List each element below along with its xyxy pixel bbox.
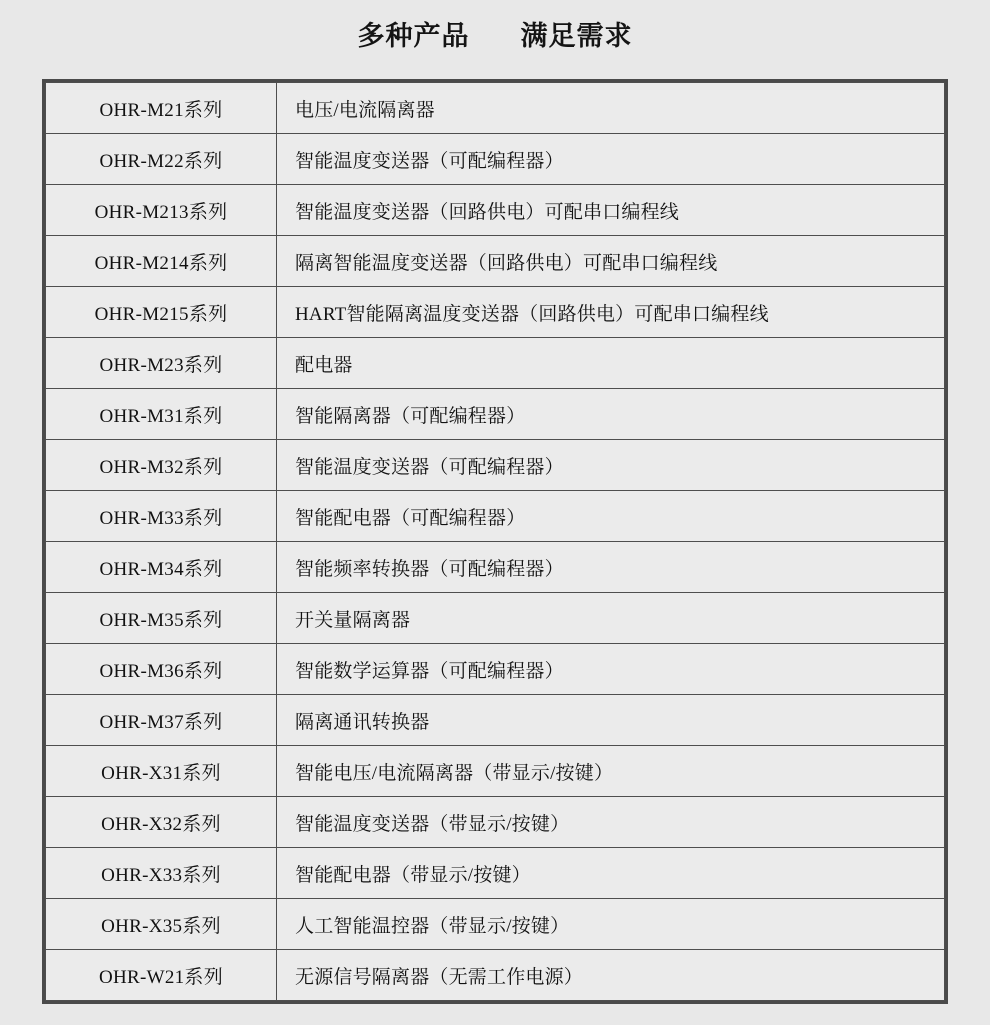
product-code-cell: OHR-X31系列 xyxy=(46,746,277,797)
product-description-cell: 智能频率转换器（可配编程器） xyxy=(277,542,945,593)
product-code-cell: OHR-M35系列 xyxy=(46,593,277,644)
table-row xyxy=(46,83,945,134)
table-row xyxy=(46,389,945,440)
product-table-container xyxy=(42,79,948,1004)
table-row xyxy=(46,746,945,797)
table-row xyxy=(46,899,945,950)
product-description-cell: 隔离智能温度变送器（回路供电）可配串口编程线 xyxy=(277,236,945,287)
product-description-cell: 隔离通讯转换器 xyxy=(277,695,945,746)
product-code-cell: OHR-M21系列 xyxy=(46,83,277,134)
product-table xyxy=(45,82,945,1001)
product-description-cell: 智能隔离器（可配编程器） xyxy=(277,389,945,440)
table-row xyxy=(46,848,945,899)
product-code-cell: OHR-M213系列 xyxy=(46,185,277,236)
table-row xyxy=(46,593,945,644)
table-row xyxy=(46,695,945,746)
page-title-left: 多种产品 xyxy=(357,21,470,51)
product-code-cell: OHR-M215系列 xyxy=(46,287,277,338)
product-code-cell: OHR-M31系列 xyxy=(46,389,277,440)
product-code-cell: OHR-M22系列 xyxy=(46,134,277,185)
product-description-cell: 智能配电器（可配编程器） xyxy=(277,491,945,542)
product-code-cell: OHR-W21系列 xyxy=(46,950,277,1001)
product-description-cell: 智能温度变送器（可配编程器） xyxy=(277,134,945,185)
table-row xyxy=(46,644,945,695)
product-code-cell: OHR-M32系列 xyxy=(46,440,277,491)
table-row xyxy=(46,236,945,287)
product-code-cell: OHR-M36系列 xyxy=(46,644,277,695)
page-title xyxy=(0,0,990,53)
product-description-cell: 开关量隔离器 xyxy=(277,593,945,644)
product-code-cell: OHR-M37系列 xyxy=(46,695,277,746)
product-code-cell: OHR-M214系列 xyxy=(46,236,277,287)
product-code-cell: OHR-X33系列 xyxy=(46,848,277,899)
product-description-cell: 人工智能温控器（带显示/按键） xyxy=(277,899,945,950)
table-row xyxy=(46,287,945,338)
product-code-cell: OHR-M23系列 xyxy=(46,338,277,389)
table-row xyxy=(46,797,945,848)
product-description-cell: 智能配电器（带显示/按键） xyxy=(277,848,945,899)
product-description-cell: 无源信号隔离器（无需工作电源） xyxy=(277,950,945,1001)
table-row xyxy=(46,185,945,236)
product-description-cell: 智能温度变送器（可配编程器） xyxy=(277,440,945,491)
product-description-cell: 配电器 xyxy=(277,338,945,389)
product-code-cell: OHR-M34系列 xyxy=(46,542,277,593)
product-description-cell: 电压/电流隔离器 xyxy=(277,83,945,134)
product-description-cell: 智能温度变送器（回路供电）可配串口编程线 xyxy=(277,185,945,236)
product-code-cell: OHR-X32系列 xyxy=(46,797,277,848)
product-description-cell: 智能数学运算器（可配编程器） xyxy=(277,644,945,695)
product-description-cell: 智能温度变送器（带显示/按键） xyxy=(277,797,945,848)
table-row xyxy=(46,338,945,389)
product-description-cell: 智能电压/电流隔离器（带显示/按键） xyxy=(277,746,945,797)
table-row xyxy=(46,440,945,491)
product-table-body xyxy=(46,83,945,1001)
page-title-right: 满足需求 xyxy=(520,21,633,51)
product-code-cell: OHR-M33系列 xyxy=(46,491,277,542)
table-row xyxy=(46,491,945,542)
table-row xyxy=(46,542,945,593)
table-row xyxy=(46,950,945,1001)
table-row xyxy=(46,134,945,185)
product-description-cell: HART智能隔离温度变送器（回路供电）可配串口编程线 xyxy=(277,287,945,338)
product-code-cell: OHR-X35系列 xyxy=(46,899,277,950)
